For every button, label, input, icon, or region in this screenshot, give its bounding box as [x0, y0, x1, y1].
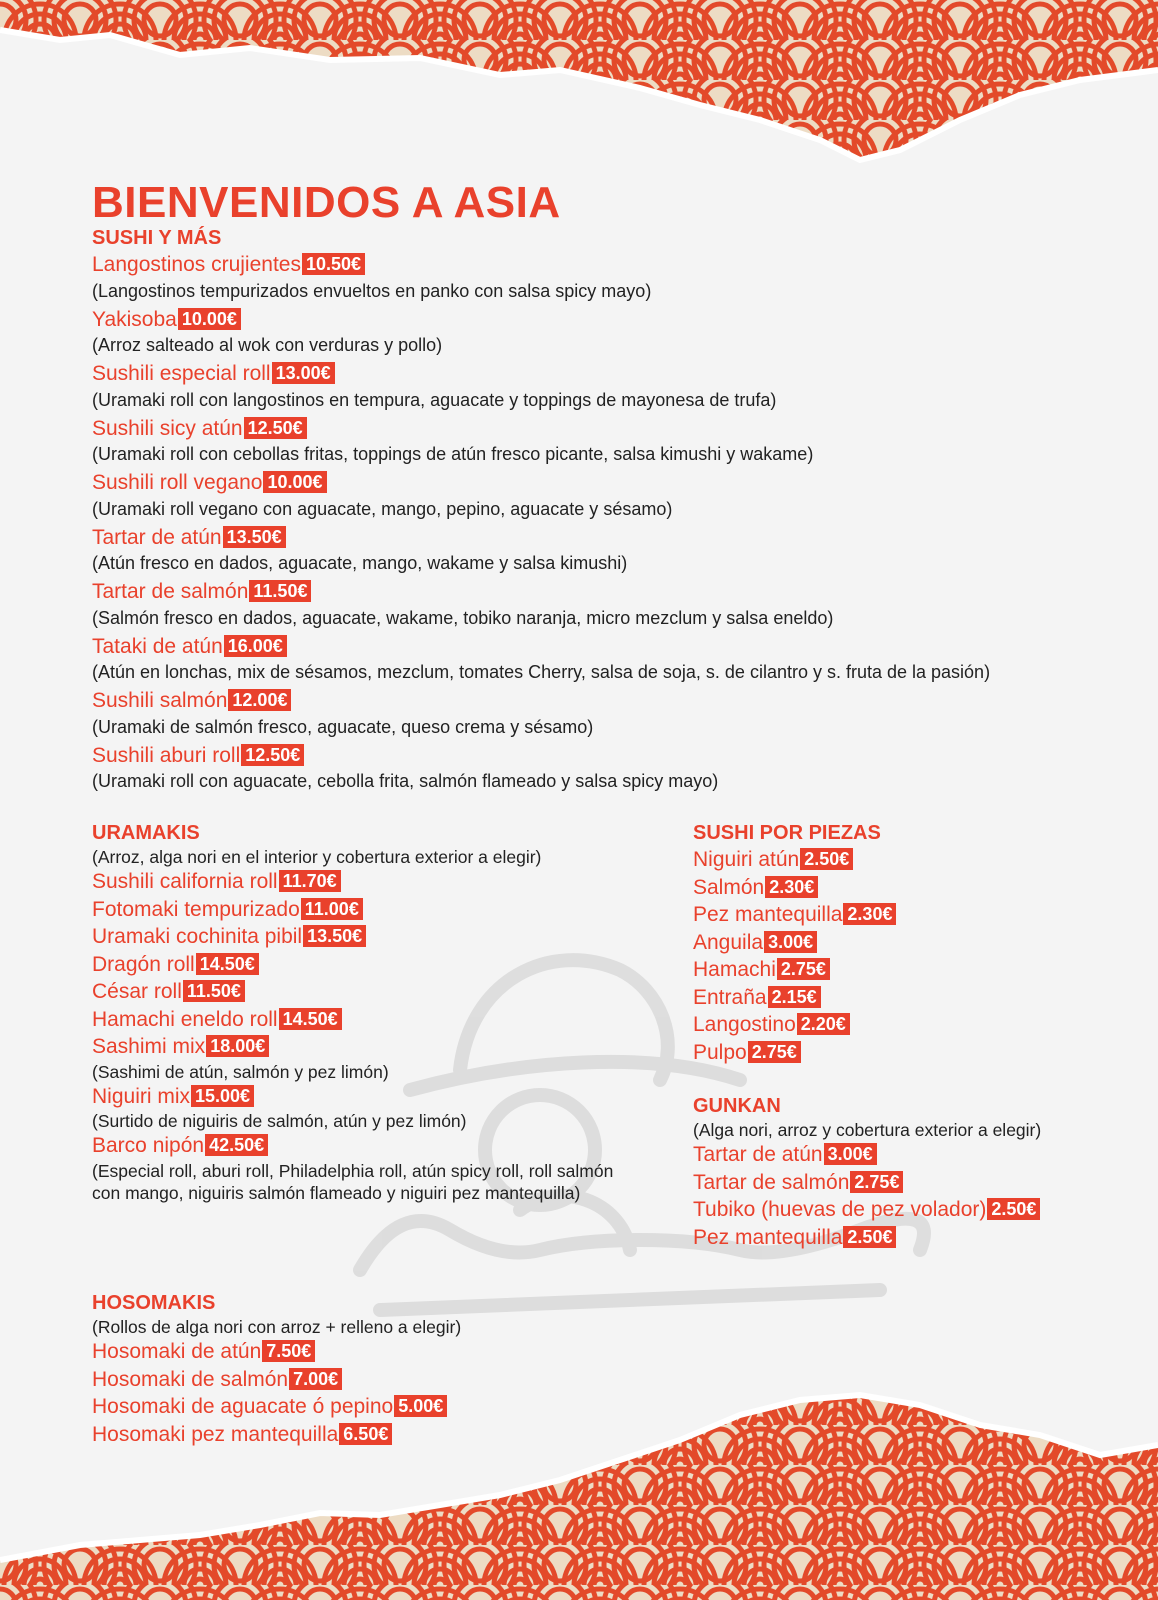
- price-badge: 11.50€: [249, 580, 311, 602]
- menu-list: [92, 1338, 652, 1448]
- menu-item: [693, 1141, 1143, 1169]
- price-badge: 2.75€: [748, 1041, 801, 1063]
- price-badge: 12.00€: [228, 689, 291, 711]
- menu-item: [92, 1338, 652, 1366]
- section-title: SUSHI Y MÁS: [92, 227, 222, 249]
- menu-item: [92, 469, 1142, 497]
- price-badge: 5.00€: [394, 1395, 447, 1417]
- price-badge: 2.15€: [768, 986, 821, 1008]
- section-note: (Rollos de alga nori con arroz + relleno a elegir): [92, 1317, 462, 1337]
- menu-item: [92, 524, 1142, 552]
- section-sushi-y-mas: [92, 225, 1142, 796]
- menu-item-name: Dragón roll: [92, 952, 195, 976]
- price-badge: 3.00€: [764, 931, 817, 953]
- menu-item-name: Anguila: [693, 930, 764, 954]
- menu-item: [92, 1033, 652, 1061]
- menu-item: [693, 929, 1143, 957]
- menu-item: [693, 901, 1143, 929]
- menu-item: [693, 1169, 1143, 1197]
- menu-item: [92, 687, 1142, 715]
- menu-item-name: Langostino: [693, 1013, 796, 1036]
- menu-item-name: Pez mantequilla: [693, 1225, 843, 1249]
- price-badge: 12.50€: [244, 417, 307, 439]
- menu-item-name: Hamachi: [693, 958, 776, 981]
- menu-item-name: Sushili roll vegano: [92, 471, 263, 494]
- price-badge: 12.50€: [241, 744, 304, 766]
- price-badge: 15.00€: [191, 1085, 254, 1107]
- menu-item: [92, 951, 652, 979]
- menu-item-name: Niguiri atún: [693, 848, 800, 871]
- price-badge: 11.50€: [183, 980, 245, 1002]
- menu-item: [92, 1083, 652, 1111]
- menu-item: [92, 1132, 652, 1160]
- section-note: (Alga nori, arroz y cobertura exterior a elegir): [693, 1120, 1042, 1140]
- price-badge: 11.70€: [279, 870, 341, 892]
- price-badge: 16.00€: [224, 635, 287, 657]
- menu-item: [92, 578, 1142, 606]
- menu-item-name: Pez mantequilla: [693, 903, 843, 926]
- price-badge: 10.00€: [263, 471, 326, 493]
- menu-item: [693, 1039, 1143, 1067]
- menu-item: [92, 360, 1142, 388]
- menu-item-description: (Uramaki roll con langostinos en tempura, aguacate y toppings de mayonesa de trufa): [92, 389, 777, 410]
- price-badge: 10.00€: [178, 308, 241, 330]
- price-badge: 2.75€: [850, 1171, 903, 1193]
- menu-item-name: Salmón: [693, 875, 765, 899]
- menu-item: [92, 742, 1142, 770]
- menu-item-name: Sashimi mix: [92, 1035, 206, 1058]
- price-badge: 13.50€: [303, 925, 366, 947]
- menu-item-name: Sushili california roll: [92, 870, 278, 893]
- menu-item: [693, 1224, 1143, 1252]
- section-title: URAMAKIS: [92, 822, 200, 844]
- price-badge: 6.50€: [339, 1423, 392, 1445]
- price-badge: 2.50€: [987, 1198, 1040, 1220]
- menu-item: [693, 1011, 1143, 1039]
- menu-item: [693, 984, 1143, 1012]
- menu-item-name: Tartar de salmón: [693, 1170, 850, 1194]
- menu-item-name: Sushili aburi roll: [92, 743, 241, 767]
- price-badge: 2.75€: [777, 958, 830, 980]
- price-badge: 11.00€: [301, 898, 363, 920]
- menu-item-description: (Uramaki roll vegano con aguacate, mango, pepino, aguacate y sésamo): [92, 498, 673, 519]
- menu-list: [693, 846, 1143, 1066]
- price-badge: 2.30€: [765, 876, 818, 898]
- menu-item: [92, 1421, 652, 1449]
- menu-item-name: Tartar de salmón: [92, 580, 249, 603]
- price-badge: 2.50€: [800, 848, 853, 870]
- section-note: (Arroz, alga nori en el interior y cobertura exterior a elegir): [92, 847, 542, 867]
- menu-item-name: Yakisoba: [92, 307, 177, 331]
- price-badge: 13.00€: [272, 362, 335, 384]
- menu-item: [693, 846, 1143, 874]
- menu-item: [92, 868, 652, 896]
- menu-item-description: (Uramaki roll con cebollas fritas, toppings de atún fresco picante, salsa kimushi y wakame): [92, 444, 814, 464]
- menu-item-name: Tartar de atún: [92, 525, 222, 549]
- menu-item: [693, 956, 1143, 984]
- section-hosomakis: [92, 1290, 652, 1448]
- menu-item-name: Tataki de atún: [92, 634, 223, 658]
- price-badge: 14.50€: [196, 953, 259, 975]
- menu-item-description: (Atún en lonchas, mix de sésamos, mezclum, tomates Cherry, salsa de soja, s. de cilantro y s. fruta de la pasión): [92, 662, 991, 682]
- menu-item-name: Hamachi eneldo roll: [92, 1007, 278, 1031]
- menu-item: [92, 896, 652, 924]
- menu-item-name: Hosomaki de salmón: [92, 1367, 289, 1391]
- menu-item-description: (Salmón fresco en dados, aguacate, wakame, tobiko naranja, micro mezclum y salsa eneldo): [92, 607, 834, 628]
- menu-item-name: Tartar de atún: [693, 1143, 823, 1166]
- menu-item-name: Uramaki cochinita pibil: [92, 925, 303, 948]
- menu-item: [92, 1393, 652, 1421]
- section-gunkan: [693, 1093, 1143, 1251]
- menu-item-name: Barco nipón: [92, 1134, 205, 1157]
- page-title: BIENVENIDOS A ASIA: [92, 178, 561, 227]
- menu-item-name: Pulpo: [693, 1040, 747, 1064]
- menu-item-name: Sushili especial roll: [92, 362, 271, 385]
- menu-item: [92, 1366, 652, 1394]
- menu-item-description: (Sashimi de atún, salmón y pez limón): [92, 1061, 389, 1082]
- menu-item-name: Fotomaki tempurizado: [92, 897, 300, 921]
- menu-item: [92, 251, 1142, 279]
- price-badge: 2.50€: [843, 1226, 896, 1248]
- menu-list: [693, 1141, 1143, 1251]
- menu-item-description: (Langostinos tempurizados envueltos en panko con salsa spicy mayo): [92, 280, 652, 301]
- menu-list: [92, 868, 652, 1204]
- menu-item-description: (Arroz salteado al wok con verduras y pollo): [92, 335, 443, 355]
- price-badge: 2.30€: [843, 903, 896, 925]
- menu-item-name: Entraña: [693, 985, 767, 1009]
- menu-item-name: Hosomaki de aguacate ó pepino: [92, 1395, 394, 1418]
- price-badge: 14.50€: [279, 1008, 342, 1030]
- menu-item-name: Hosomaki de atún: [92, 1340, 262, 1363]
- price-badge: 42.50€: [205, 1134, 268, 1156]
- menu-item: [693, 874, 1143, 902]
- menu-item: [92, 923, 652, 951]
- top-wave-pattern: [0, 0, 1158, 170]
- menu-item: [92, 978, 652, 1006]
- section-sushi-por-piezas: [693, 820, 1143, 1066]
- price-badge: 18.00€: [206, 1035, 269, 1057]
- menu-item: [693, 1196, 1143, 1224]
- menu-item-description: (Surtido de niguiris de salmón, atún y pez limón): [92, 1111, 467, 1131]
- section-uramakis: [92, 820, 652, 1204]
- menu-item: [92, 415, 1142, 443]
- menu-item-name: Langostinos crujientes: [92, 253, 301, 276]
- section-title: GUNKAN: [693, 1095, 781, 1117]
- menu-item-description: (Uramaki de salmón fresco, aguacate, queso crema y sésamo): [92, 716, 594, 737]
- menu-list: [92, 251, 1142, 793]
- price-badge: 13.50€: [223, 526, 286, 548]
- menu-item-name: Sushili salmón: [92, 689, 228, 712]
- price-badge: 7.00€: [289, 1368, 342, 1390]
- price-badge: 10.50€: [302, 253, 365, 275]
- section-title: HOSOMAKIS: [92, 1292, 216, 1314]
- price-badge: 3.00€: [824, 1143, 877, 1165]
- price-badge: 7.50€: [262, 1340, 315, 1362]
- menu-item-name: Niguiri mix: [92, 1084, 191, 1108]
- menu-item-description: (Uramaki roll con aguacate, cebolla frita, salmón flameado y salsa spicy mayo): [92, 771, 719, 791]
- menu-item-name: Hosomaki pez mantequilla: [92, 1422, 339, 1446]
- menu-item-name: Tubiko (huevas de pez volador): [693, 1198, 987, 1221]
- menu-item-name: Sushili sicy atún: [92, 416, 243, 440]
- menu-item: [92, 306, 1142, 334]
- section-title: SUSHI POR PIEZAS: [693, 822, 881, 844]
- menu-item: [92, 633, 1142, 661]
- menu-item-description: (Especial roll, aburi roll, Philadelphia roll, atún spicy roll, roll salmón con mango, niguiris salmón flameado y niguiri pez mantequilla): [92, 1160, 614, 1203]
- menu-item-description: (Atún fresco en dados, aguacate, mango, wakame y salsa kimushi): [92, 553, 628, 573]
- price-badge: 2.20€: [797, 1013, 850, 1035]
- menu-item-name: César roll: [92, 980, 182, 1003]
- menu-item: [92, 1006, 652, 1034]
